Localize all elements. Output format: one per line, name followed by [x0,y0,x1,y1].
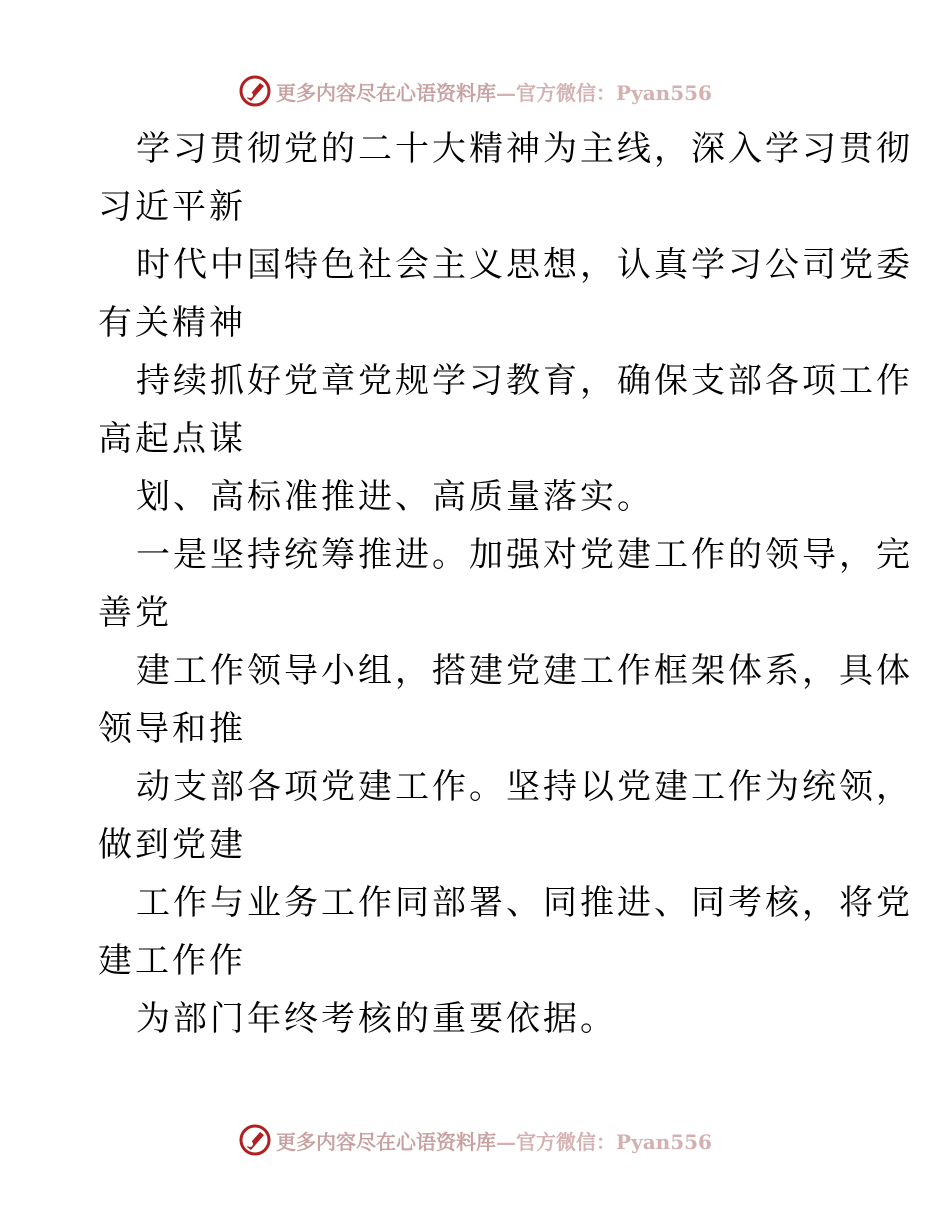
watermark-main: 更多内容尽在心语资料库 [276,80,497,105]
watermark-text [276,77,712,106]
body-text-line: 时代中国特色社会主义思想，认真学习公司党委 [136,245,913,285]
footer-watermark [0,1120,950,1160]
body-text-line: 做到党建 [98,825,246,865]
body-text-line: 有关精神 [98,303,246,343]
pen-seal-logo-icon [238,74,272,108]
body-text-line: 高起点谋 [98,419,246,459]
header-watermark [0,71,950,111]
body-text-line: 为部门年终考核的重要依据。 [136,999,617,1039]
body-text-line: 工作与业务工作同部署、同推进、同考核，将党 [136,883,913,923]
document-body [98,120,913,1048]
body-text-line: 划、高标准推进、高质量落实。 [136,477,654,517]
watermark-text [276,1126,712,1155]
body-text-line: 建工作领导小组，搭建党建工作框架体系，具体 [136,651,913,691]
watermark-official: —官方微信：Pyan556 [496,80,712,105]
body-text-line: 持续抓好党章党规学习教育，确保支部各项工作 [136,361,913,401]
watermark-official: —官方微信：Pyan556 [496,1129,712,1154]
body-text-line: 习近平新 [98,187,246,227]
body-text-line: 动支部各项党建工作。坚持以党建工作为统领， [136,767,913,807]
body-text-line: 领导和推 [98,709,246,749]
watermark-main: 更多内容尽在心语资料库 [276,1129,497,1154]
body-text-line: 学习贯彻党的二十大精神为主线，深入学习贯彻 [136,129,913,169]
body-text-line: 建工作作 [98,941,246,981]
body-text-line: 一是坚持统筹推进。加强对党建工作的领导，完 [136,535,913,575]
pen-seal-logo-icon [238,1123,272,1157]
body-text-line: 善党 [98,593,172,633]
